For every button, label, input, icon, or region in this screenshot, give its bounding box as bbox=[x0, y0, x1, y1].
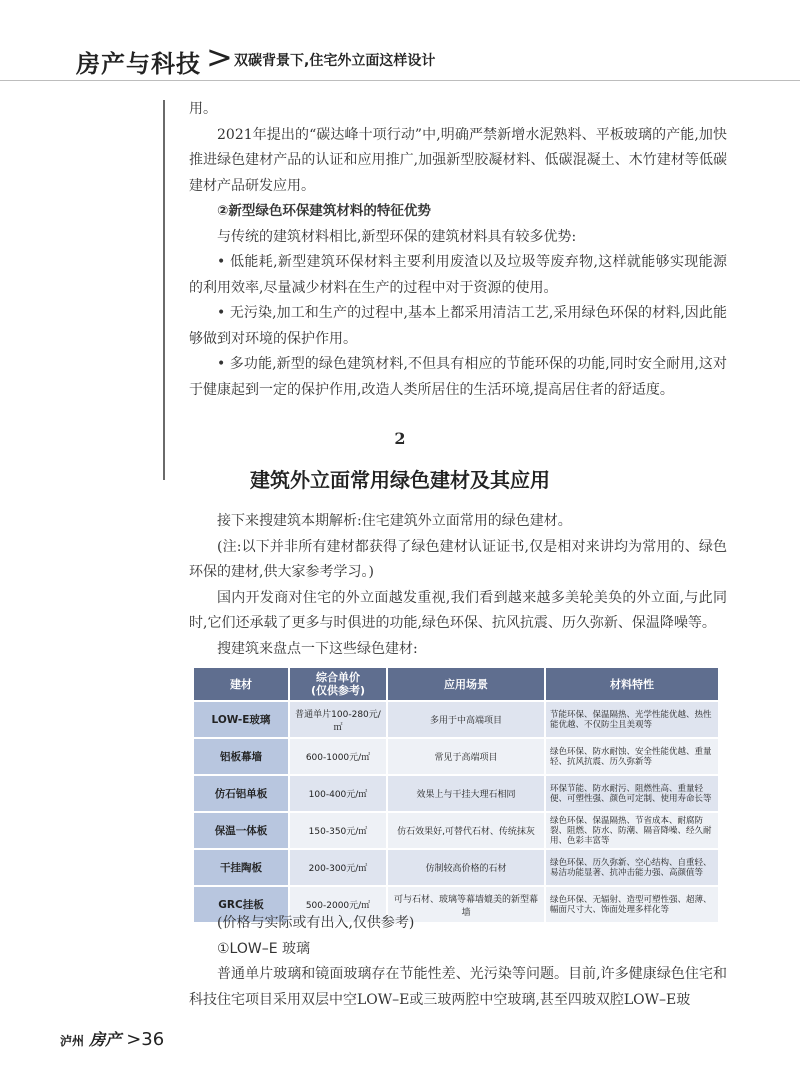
material-scene: 仿石效果好,可替代石材、传统抹灰 bbox=[387, 812, 545, 849]
column-header: 应用场景 bbox=[387, 667, 545, 701]
top-body bbox=[189, 97, 727, 403]
material-scene: 仿制较高价格的石材 bbox=[387, 849, 545, 886]
header-rule bbox=[0, 80, 800, 81]
paragraph: 与传统的建筑材料相比,新型环保的建筑材料具有较多优势: bbox=[217, 228, 577, 245]
material-name: 铝板幕墙 bbox=[193, 738, 289, 775]
material-price: 200-300元/㎡ bbox=[289, 849, 387, 886]
paragraph: 搜建筑来盘点一下这些绿色建材: bbox=[217, 640, 418, 657]
materials-table bbox=[192, 666, 720, 924]
section-number: 2 bbox=[394, 429, 406, 448]
material-price: 150-350元/㎡ bbox=[289, 812, 387, 849]
material-feature: 节能环保、保温隔热、光学性能优越、热性能优越、不仅防尘且美观等 bbox=[545, 701, 719, 738]
column-header: 综合单价 (仅供参考) bbox=[289, 667, 387, 701]
margin-rule bbox=[163, 100, 165, 480]
table-row bbox=[193, 812, 719, 849]
bottom-body bbox=[189, 911, 727, 1013]
material-feature: 绿色环保、保温隔热、节省成本、耐腐防裂、阻燃、防水、防潮、隔音降噪、经久耐用、色彩丰富等 bbox=[545, 812, 719, 849]
table-row bbox=[193, 738, 719, 775]
note: (价格与实际或有出入,仅供参考) bbox=[217, 915, 415, 931]
material-scene: 多用于中高端项目 bbox=[387, 701, 545, 738]
material-feature: 绿色环保、历久弥新、空心结构、自重轻、易洁功能显著、抗冲击能力强、高颜值等 bbox=[545, 849, 719, 886]
section-title: 建筑外立面常用绿色建材及其应用 bbox=[250, 468, 550, 492]
material-feature: 绿色环保、无辐射、造型可塑性强、超薄、幅面尺寸大、饰面处理多样化等 bbox=[545, 886, 719, 923]
footer-brand-small: 泸州 bbox=[60, 1034, 85, 1048]
material-name: 干挂陶板 bbox=[193, 849, 289, 886]
material-price: 600-1000元/㎡ bbox=[289, 738, 387, 775]
bullet-paragraph: • 低能耗,新型建筑环保材料主要利用废渣以及垃圾等废弃物,这样就能够实现能源的利用效率,尽量减少材料在生产的过程中对于资源的使用。 bbox=[189, 254, 727, 296]
material-scene: 可与石材、玻璃等幕墙媲美的新型幕墙 bbox=[387, 886, 545, 923]
subheading: ①LOW–E 玻璃 bbox=[217, 940, 311, 957]
material-scene: 效果上与干挂大理石相同 bbox=[387, 775, 545, 812]
table-row bbox=[193, 775, 719, 812]
material-price: 100-400元/㎡ bbox=[289, 775, 387, 812]
material-price: 500-2000元/㎡ bbox=[289, 886, 387, 923]
column-header: 材料特性 bbox=[545, 667, 719, 701]
material-name: LOW-E玻璃 bbox=[193, 701, 289, 738]
material-feature: 环保节能、防水耐污、阻燃性高、重量轻便、可塑性强、颜色可定制、使用寿命长等 bbox=[545, 775, 719, 812]
table-row bbox=[193, 701, 719, 738]
page-number: >36 bbox=[126, 1029, 165, 1050]
paragraph: 接下来搜建筑本期解析:住宅建筑外立面常用的绿色建材。 bbox=[217, 513, 572, 529]
paragraph: (注:以下并非所有建材都获得了绿色建材认证证书,仅是相对来讲均为常用的、绿色环保的建材,供大家参考学习。) bbox=[189, 538, 727, 580]
table-header-row bbox=[193, 667, 719, 701]
page-header bbox=[0, 0, 800, 100]
material-feature: 绿色环保、防水耐蚀、安全性能优越、重量轻、抗风抗震、历久弥新等 bbox=[545, 738, 719, 775]
subheading: ②新型绿色环保建筑材料的特征优势 bbox=[217, 203, 431, 219]
page-footer bbox=[60, 1027, 164, 1050]
bullet-paragraph: • 多功能,新型的绿色建筑材料,不但具有相应的节能环保的功能,同时安全耐用,这对于健康起到一定的保护作用,改造人类所居住的生活环境,提高居住者的舒适度。 bbox=[189, 356, 727, 398]
mid-body bbox=[189, 509, 727, 662]
paragraph: 国内开发商对住宅的外立面越发重视,我们看到越来越多美轮美奂的外立面,与此同时,它们还承载了更多与时俱进的功能,绿色环保、抗风抗震、历久弥新、保温降噪等。 bbox=[189, 589, 727, 631]
material-name: 仿石铝单板 bbox=[193, 775, 289, 812]
chevron-right-icon: > bbox=[206, 38, 233, 76]
material-name: GRC挂板 bbox=[193, 886, 289, 923]
material-scene: 常见于高端项目 bbox=[387, 738, 545, 775]
article-title: 双碳背景下,住宅外立面这样设计 bbox=[234, 53, 436, 69]
paragraph: 普通单片玻璃和镜面玻璃存在节能性差、光污染等问题。目前,许多健康绿色住宅和科技住宅项目采用双层中空LOW–E或三玻两腔中空玻璃,甚至四玻双腔LOW–E玻 bbox=[189, 966, 727, 1008]
paragraph: 用。 bbox=[189, 101, 217, 117]
material-price: 普通单片100-280元/㎡ bbox=[289, 701, 387, 738]
bullet-paragraph: • 无污染,加工和生产的过程中,基本上都采用清洁工艺,采用绿色环保的材料,因此能够做到对环境的保护作用。 bbox=[189, 305, 727, 347]
footer-brand: 房产 bbox=[89, 1030, 122, 1049]
table-row bbox=[193, 849, 719, 886]
paragraph: 2021年提出的“碳达峰十项行动”中,明确严禁新增水泥熟料、平板玻璃的产能,加快推进绿色建材产品的认证和应用推广,加强新型胶凝材料、低碳混凝土、木竹建材等低碳建材产品研发应用。 bbox=[189, 126, 727, 194]
section-name: 房产与科技 bbox=[76, 50, 201, 78]
material-name: 保温一体板 bbox=[193, 812, 289, 849]
column-header: 建材 bbox=[193, 667, 289, 701]
